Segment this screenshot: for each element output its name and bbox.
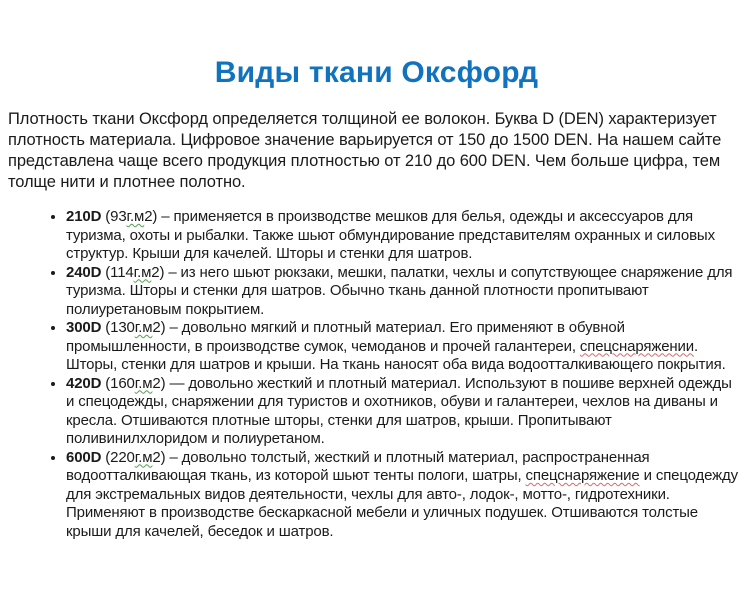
misspelled-word: спецснаряжение [525, 467, 640, 484]
list-item-240d [66, 264, 745, 320]
fabric-types-list [0, 208, 745, 541]
text-run: . Шторы, стенки для шатров и крыши. На ткань наносят оба вида водоотталкивающего покрытия. [66, 337, 726, 373]
density-term: 240D [66, 263, 102, 281]
misspelled-word: спецснаряжении [579, 337, 695, 355]
density-term: 300D [66, 319, 102, 336]
page-title: Виды ткани Оксфорд [214, 56, 539, 89]
grammar-marked-text: г.м [134, 374, 153, 392]
list-item-420d [66, 375, 745, 449]
list-item-210d [66, 208, 745, 264]
text-run: (220 [101, 448, 135, 466]
grammar-marked-text: г.м [133, 263, 152, 281]
grammar-marked-text: г.м [134, 319, 153, 336]
text-run: (114 [101, 263, 134, 281]
text-run: и спецодежду для экстремальных видов деятельности, чехлы для авто-, лодок-, мотто-, гидротехники. Применяют в производстве бескаркасной мебели и уличных подушек. Отшиваются толстые крыши для качелей, беседок и шатров. [66, 467, 738, 540]
text-run: (130 [101, 319, 135, 336]
grammar-marked-text: г.м [134, 448, 153, 466]
intro-paragraph: Плотность ткани Оксфорд определяется толщиной ее волокон. Буква D (DEN) характеризует плотность материала. Цифровое значение варьируется от 150 до 1500 DEN. На нашем сайте представлена чаще всего продукция плотностью от 210 до 600 DEN. Чем больше цифра, тем толще нити и плотнее полотно. [8, 110, 722, 191]
text-run: 2) – из него шьют рюкзаки, мешки, палатки, чехлы и сопутствующее снаряжение для туризма. Шторы и стенки для шатров. Обычно ткань данной плотности пропитывают полиуретановым покрытием. [66, 263, 733, 318]
text-run: 2) — довольно жесткий и плотный материал. Используют в пошиве верхней одежды и спецодежды, снаряжении для туристов и охотников, обуви и галантереи, чехлов на диваны и кресла. Отшиваются плотные шторы, стенки для шатров, крыши. Пропитывают поливинилхлоридом и полиуретаном. [66, 374, 732, 447]
list-item-300d [66, 319, 745, 375]
density-term: 600D [66, 448, 102, 466]
text-run: 2) – довольно толстый, жесткий и плотный материал, распространенная водоотталкивающая ткань, из которой шьют тенты пологи, шатры, [66, 448, 650, 484]
list-item-600d [66, 449, 745, 542]
density-term: 420D [66, 374, 102, 392]
text-run: (93 [101, 208, 127, 225]
text-run: (160 [101, 374, 135, 392]
density-term: 210D [66, 208, 102, 225]
text-run: 2) – довольно мягкий и плотный материал. Его применяют в обувной промышленности, в производстве сумок, чемоданов и прочей галантереи, [66, 319, 625, 355]
grammar-marked-text: г.м [126, 208, 145, 225]
text-run: 2) – применяется в производстве мешков для белья, одежды и аксессуаров для туризма, охоты и рыбалки. Также шьют обмундирование представителям охранных и силовых структур. Крыши для качелей. Шторы и стенки для шатров. [66, 208, 715, 262]
